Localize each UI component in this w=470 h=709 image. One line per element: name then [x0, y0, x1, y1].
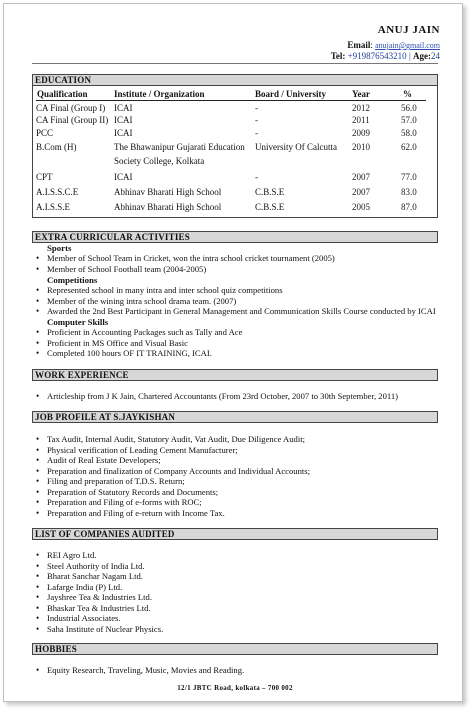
education-cell: CA Final (Group II)	[36, 115, 109, 125]
list-item: • Preparation and Filing of e-forms with ROC;	[36, 497, 310, 508]
education-row	[33, 141, 437, 153]
computer-skills-list	[36, 327, 242, 359]
education-cell: 2007	[352, 172, 370, 182]
subheading-sports: Sports	[47, 243, 72, 253]
tel-value: +919876543210	[347, 51, 407, 61]
list-item: • Member of the wining intra school drama team. (2007)	[36, 296, 436, 307]
list-item: • Audit of Real Estate Developers;	[36, 455, 310, 466]
education-cell: C.B.S.E	[255, 187, 285, 197]
education-cell: 77.0	[401, 172, 417, 182]
education-cell: -	[255, 128, 258, 138]
header-divider	[32, 63, 438, 64]
list-item: • Articleship from J K Jain, Chartered Accountants (From 23rd October, 2007 to 30th September, 2011)	[36, 391, 398, 402]
section-header-hobbies: HOBBIES	[32, 643, 438, 655]
education-row	[33, 171, 437, 183]
list-item: • Industrial Associates.	[36, 613, 163, 624]
education-cell: 56.0	[401, 103, 417, 113]
list-item: • Proficient in MS Office and Visual Basic	[36, 338, 242, 349]
education-cell: 87.0	[401, 202, 417, 212]
subheading-competitions: Competitions	[47, 275, 98, 285]
col-institute: Institute / Organization	[114, 89, 205, 99]
col-qualification: Qualification	[37, 89, 88, 99]
education-row	[33, 114, 437, 126]
section-header-education: EDUCATION	[32, 74, 438, 86]
list-item: • Proficient in Accounting Packages such as Tally and Ace	[36, 327, 242, 338]
education-cell: PCC	[36, 128, 54, 138]
list-item: • Preparation of Statutory Records and Documents;	[36, 487, 310, 498]
education-cell: CPT	[36, 172, 53, 182]
education-cell: 62.0	[401, 142, 417, 152]
education-cell: 2007	[352, 187, 370, 197]
col-year: Year	[352, 89, 370, 99]
list-item: • REI Agro Ltd.	[36, 550, 163, 561]
list-item: • Member of School Football team (2004-2005)	[36, 264, 335, 275]
education-cell: ICAI	[114, 172, 133, 182]
education-cell: -	[255, 115, 258, 125]
education-row	[33, 201, 437, 213]
education-cell: Abhinav Bharati High School	[114, 187, 222, 197]
email-line: Email: anujain@gmail.com	[347, 40, 440, 50]
list-item: • Tax Audit, Internal Audit, Statutory Audit, Vat Audit, Due Diligence Audit;	[36, 434, 310, 445]
education-cell: 2009	[352, 128, 370, 138]
tel-label: Tel	[330, 51, 343, 61]
section-header-extra-curricular: EXTRA CURRICULAR ACTIVITIES	[32, 231, 438, 243]
col-percent: %	[403, 89, 412, 99]
education-row	[33, 102, 437, 114]
job-profile-list	[36, 434, 310, 518]
companies-list	[36, 550, 163, 634]
email-link[interactable]: anujain@gmail.com	[375, 41, 440, 50]
competitions-list	[36, 285, 436, 317]
section-header-companies-audited: LIST OF COMPANIES AUDITED	[32, 528, 438, 540]
education-cell: B.Com (H)	[36, 142, 77, 152]
age-label: Age	[413, 51, 428, 61]
tel-age-line: Tel: +919876543210 | Age:24	[330, 51, 440, 61]
list-item: • Steel Authority of India Ltd.	[36, 561, 163, 572]
email-label: Email	[347, 40, 371, 50]
list-item: • Awarded the 2nd Best Participant in General Management and Communication Skills Course conducted by ICAI	[36, 306, 436, 317]
list-item: • Preparation and Filing of e-return with Income Tax.	[36, 508, 310, 519]
education-cell: 2010	[352, 142, 370, 152]
list-item: • Lafarge India (P) Ltd.	[36, 582, 163, 593]
list-item: • Completed 100 hours OF IT TRAINING, ICAI.	[36, 348, 242, 359]
list-item: • Represented school in many intra and inter school quiz competitions	[36, 285, 436, 296]
age-value: 24	[431, 51, 440, 61]
list-item: • Preparation and finalization of Company Accounts and Individual Accounts;	[36, 466, 310, 477]
candidate-name: ANUJ JAIN	[377, 24, 440, 36]
education-row	[33, 127, 437, 139]
education-cell: Abhinav Bharati High School	[114, 202, 222, 212]
education-cell: ICAI	[114, 103, 133, 113]
education-cell: University Of Calcutta	[255, 142, 337, 152]
sports-list	[36, 253, 335, 274]
education-cell: Society College, Kolkata	[114, 156, 205, 166]
education-row	[33, 155, 437, 167]
list-item: • Bharat Sanchar Nagam Ltd.	[36, 571, 163, 582]
education-cell: CA Final (Group I)	[36, 103, 106, 113]
education-cell: 58.0	[401, 128, 417, 138]
section-header-work-experience: WORK EXPERIENCE	[32, 369, 438, 381]
education-cell: The Bhawanipur Gujarati Education	[114, 142, 245, 152]
education-cell: -	[255, 103, 258, 113]
education-row	[33, 186, 437, 198]
education-cell: 2012	[352, 103, 370, 113]
education-cell: 57.0	[401, 115, 417, 125]
education-cell: ICAI	[114, 128, 133, 138]
work-experience-list	[36, 391, 398, 402]
footer-address: 12/1 JBTC Road, kolkata – 700 002	[177, 684, 293, 692]
education-cell: ICAI	[114, 115, 133, 125]
education-cell: 2011	[352, 115, 370, 125]
education-table	[32, 86, 438, 218]
list-item: • Equity Research, Traveling, Music, Movies and Reading.	[36, 665, 244, 676]
education-cell: C.B.S.E	[255, 202, 285, 212]
col-board: Board / University	[255, 89, 326, 99]
hobbies-list	[36, 665, 244, 676]
list-item: • Jayshree Tea & Industries Ltd.	[36, 592, 163, 603]
list-item: • Member of School Team in Cricket, won the intra school cricket tournament (2005)	[36, 253, 335, 264]
section-header-job-profile: JOB PROFILE AT S.JAYKISHAN	[32, 411, 438, 423]
list-item: • Physical verification of Leading Cement Manufacturer;	[36, 445, 310, 456]
subheading-computer-skills: Computer Skills	[47, 317, 109, 327]
list-item: • Filing and preparation of T.D.S. Return;	[36, 476, 310, 487]
education-cell: A.I.S.S.C.E	[36, 187, 79, 197]
education-cell: A.I.S.S.E	[36, 202, 71, 212]
education-cell: -	[255, 172, 258, 182]
education-cell: 2005	[352, 202, 370, 212]
education-cell: 83.0	[401, 187, 417, 197]
list-item: • Bhaskar Tea & Industries Ltd.	[36, 603, 163, 614]
education-table-header	[36, 88, 426, 101]
list-item: • Saha Institute of Nuclear Physics.	[36, 624, 163, 635]
